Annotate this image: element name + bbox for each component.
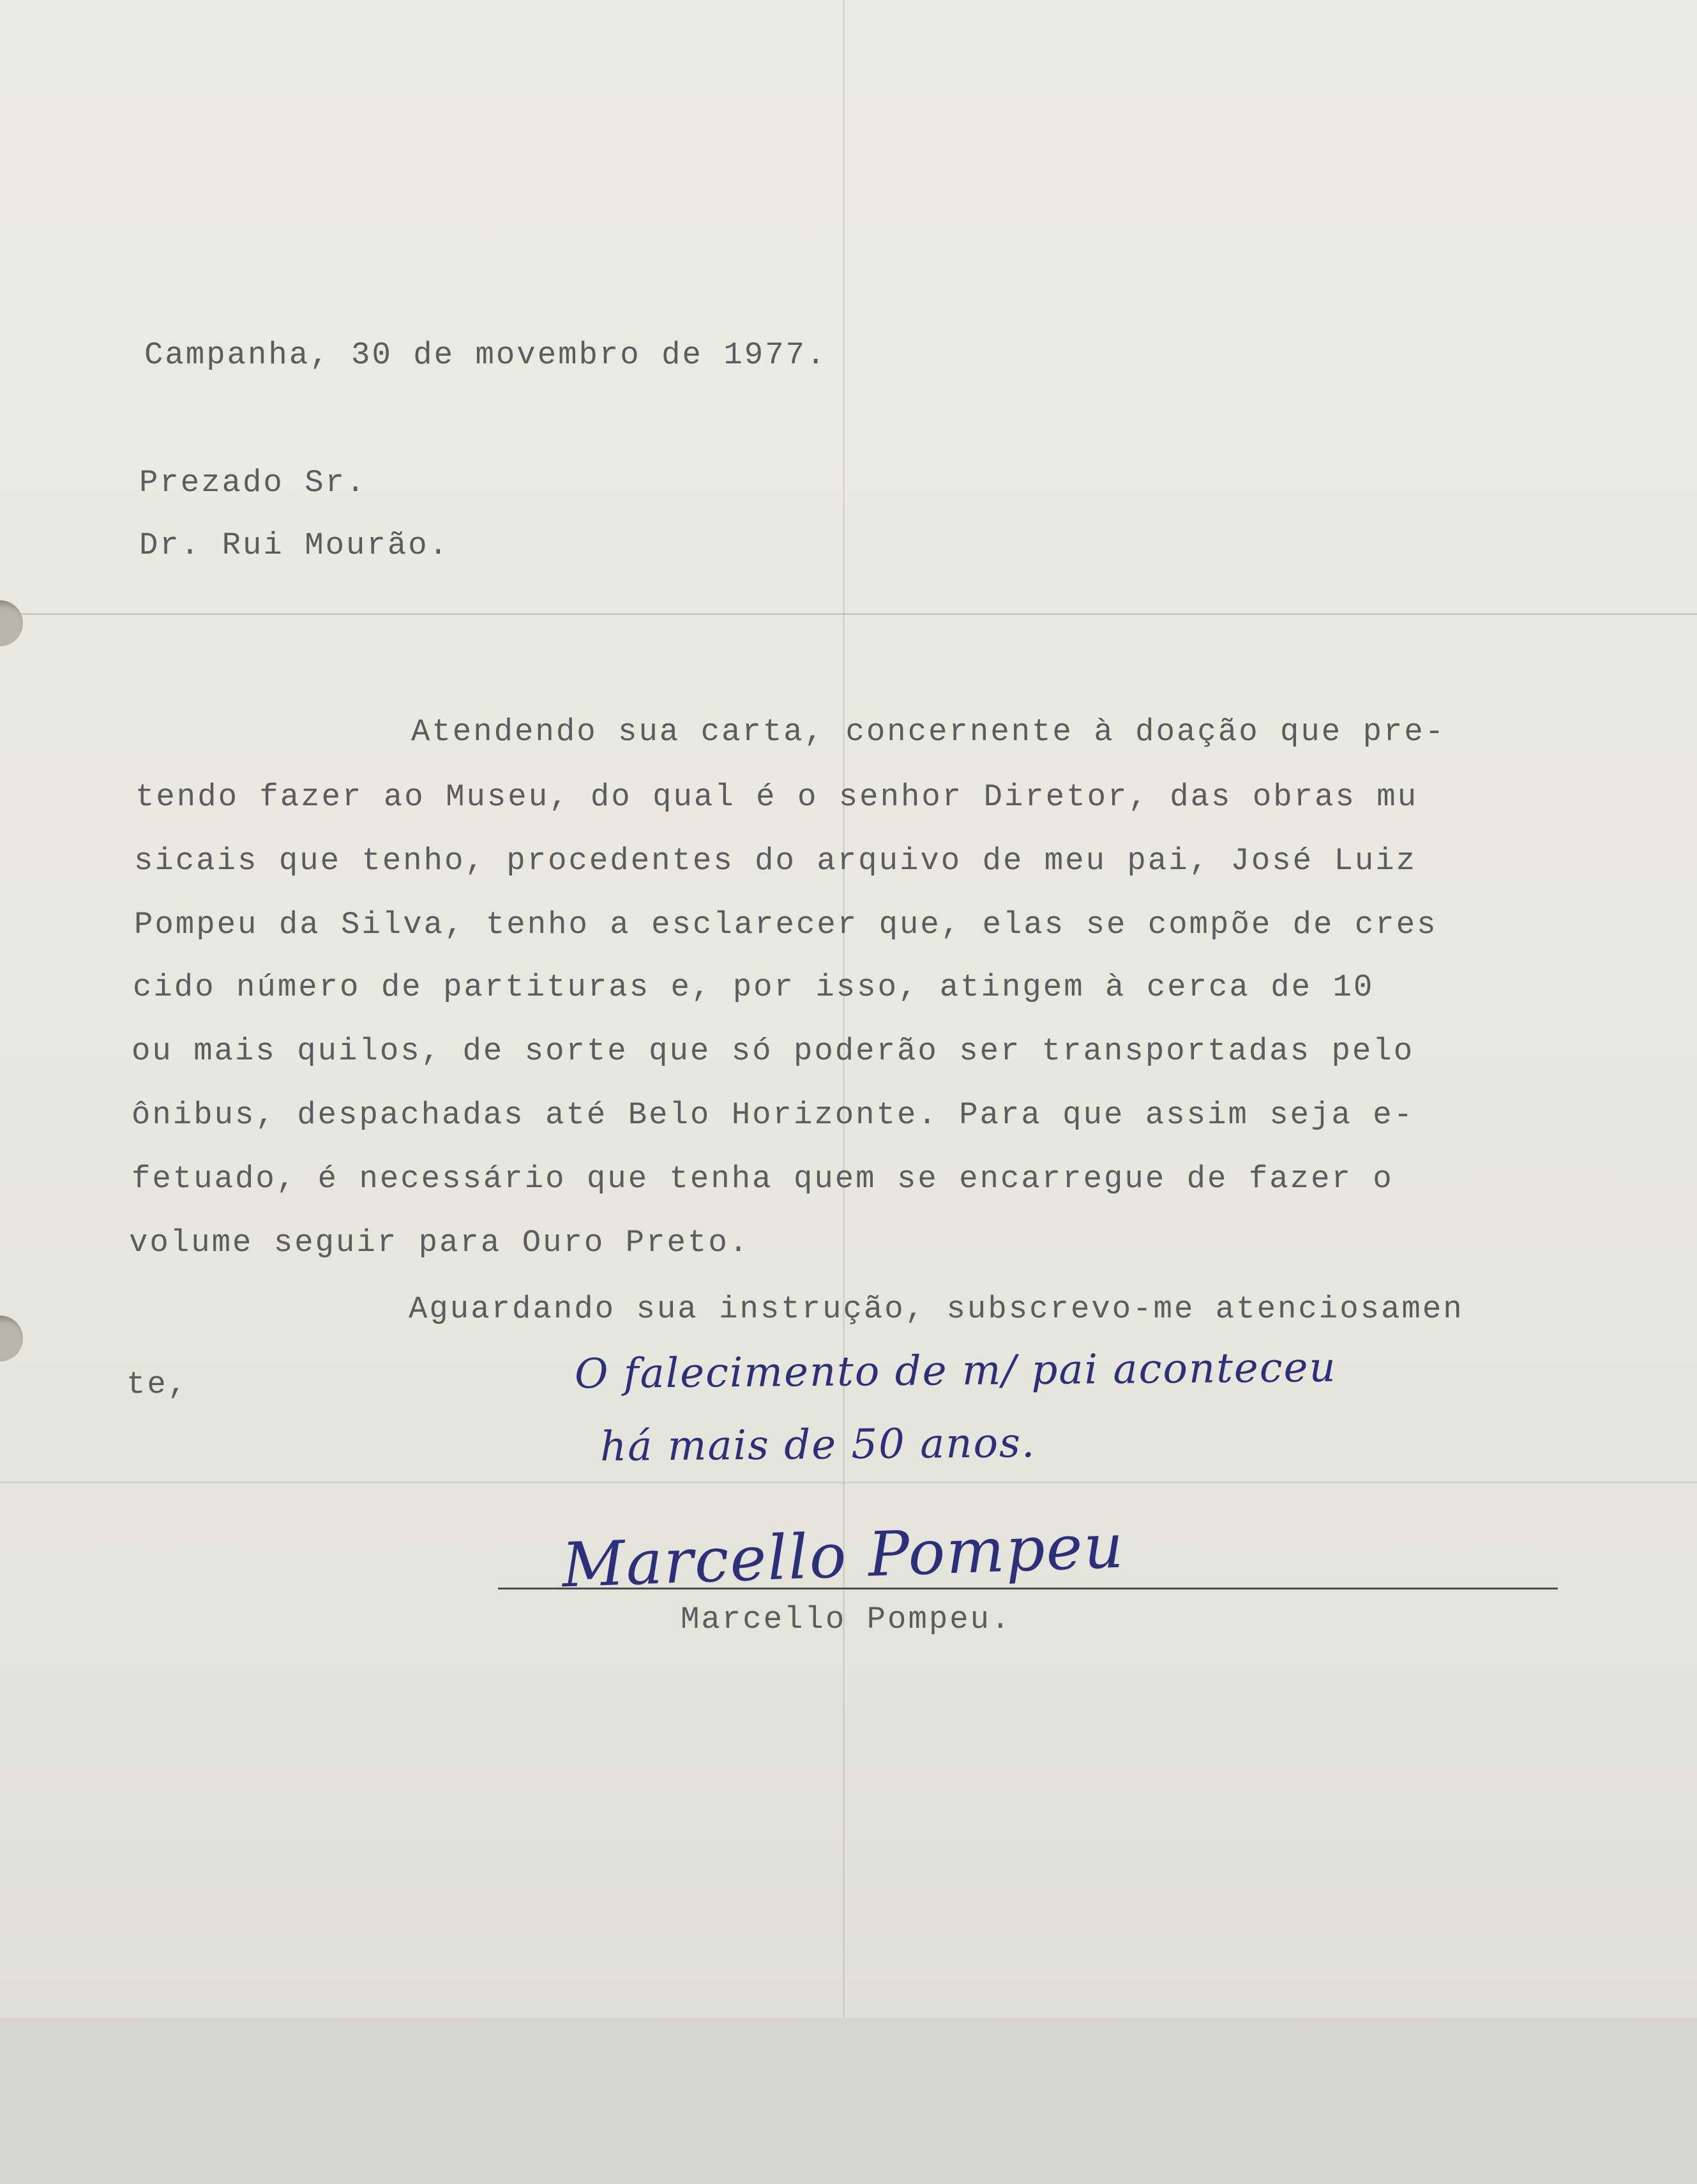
closing-line: te, (126, 1367, 189, 1402)
punch-hole (0, 1316, 23, 1361)
salutation-line: Prezado Sr. (139, 465, 367, 501)
body-line: ou mais quilos, de sorte que só poderão ser transportadas pelo (132, 1033, 1415, 1069)
body-line: tendo fazer ao Museu, do qual é o senhor Diretor, das obras mu (135, 779, 1419, 815)
body-line: Pompeu da Silva, tenho a esclarecer que, elas se compõe de cres (134, 907, 1438, 943)
body-line: Atendendo sua carta, concernente à doação que pre- (411, 714, 1446, 750)
body-line: volume seguir para Ouro Preto. (129, 1225, 750, 1261)
handwritten-signature: Marcello Pompeu (561, 1510, 1126, 1602)
handwritten-note-line: O falecimento de m/ pai aconteceu (574, 1344, 1337, 1399)
place-date: Campanha, 30 de movembro de 1977. (144, 337, 827, 373)
paper-fold (843, 0, 845, 2018)
table-surface (0, 2018, 1697, 2184)
body-line: fetuado, é necessário que tenha quem se encarregue de fazer o (132, 1161, 1394, 1197)
typed-signature: Marcello Pompeu. (681, 1602, 1012, 1637)
salutation-line: Dr. Rui Mourão. (139, 527, 450, 563)
body-line: sicais que tenho, procedentes do arquivo de meu pai, José Luiz (134, 843, 1417, 879)
paper-fold (0, 1482, 1697, 1483)
body-line: cido número de partituras e, por isso, atingem à cerca de 10 (133, 969, 1375, 1005)
paper-fold (0, 613, 1697, 615)
punch-hole (0, 600, 23, 646)
body-line: ônibus, despachadas até Belo Horizonte. Para que assim seja e- (132, 1097, 1415, 1133)
handwritten-note-line: há mais de 50 anos. (600, 1420, 1036, 1471)
closing-line: Aguardando sua instrução, subscrevo-me atenciosamen (409, 1291, 1464, 1327)
